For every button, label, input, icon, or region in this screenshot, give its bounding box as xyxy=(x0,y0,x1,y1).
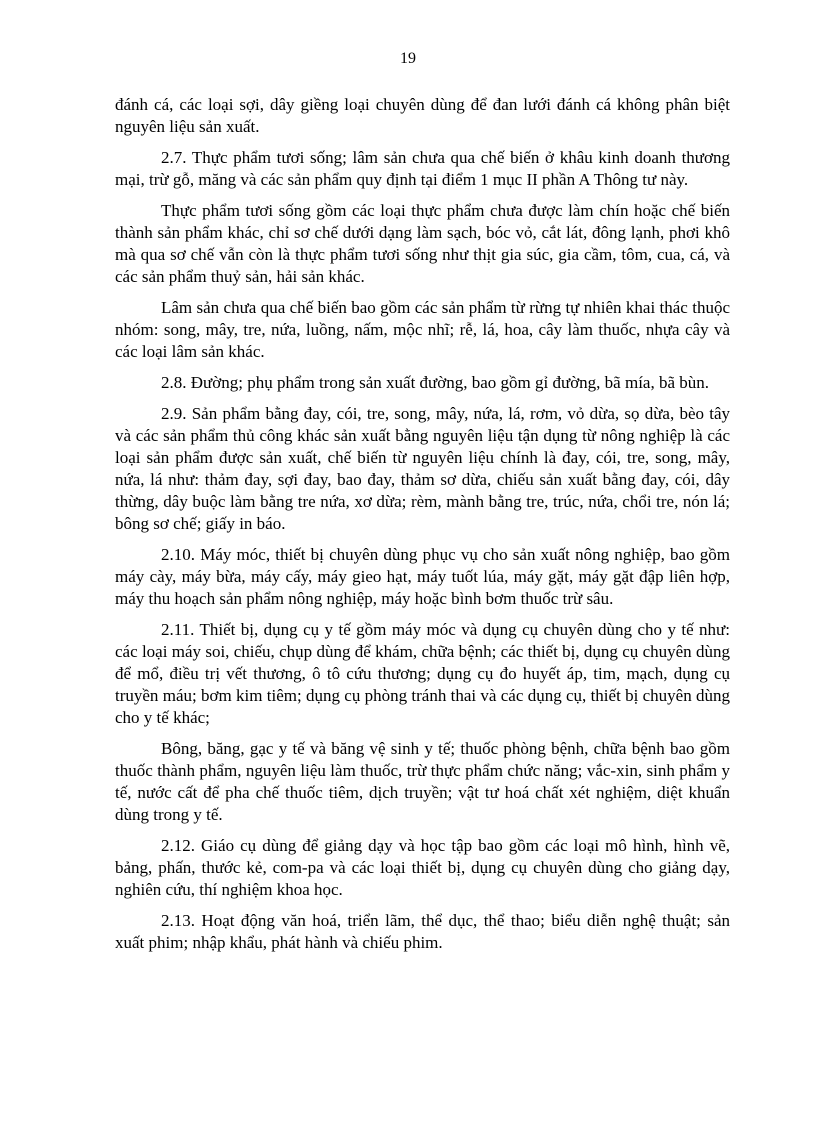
document-body xyxy=(115,94,730,963)
paragraph-2-13: 2.13. Hoạt động văn hoá, triển lãm, thể dục, thể thao; biểu diễn nghệ thuật; sản xuất phim; nhập khẩu, phát hành và chiếu phim. xyxy=(115,911,730,952)
paragraph-2-10: 2.10. Máy móc, thiết bị chuyên dùng phục vụ cho sản xuất nông nghiệp, bao gồm máy cày, máy bừa, máy cấy, máy gieo hạt, máy tuốt lúa, máy gặt, máy gặt đập liên hợp, máy thu hoạch sản phẩm nông nghiệp, máy hoặc bình bơm thuốc trừ sâu. xyxy=(115,545,730,608)
paragraph-2-12: 2.12. Giáo cụ dùng để giảng dạy và học tập bao gồm các loại mô hình, hình vẽ, bảng, phấn, thước kẻ, com-pa và các loại thiết bị, dụng cụ chuyên dùng cho giảng dạy, nghiên cứu, thí nghiệm khoa học. xyxy=(115,836,730,899)
paragraph-2-7: 2.7. Thực phẩm tươi sống; lâm sản chưa qua chế biến ở khâu kinh doanh thương mại, trừ gỗ, măng và các sản phẩm quy định tại điểm 1 mục II phần A Thông tư này. xyxy=(115,148,730,189)
paragraph-continuation: đánh cá, các loại sợi, dây giềng loại chuyên dùng để đan lưới đánh cá không phân biệt nguyên liệu sản xuất. xyxy=(115,95,730,136)
paragraph-2-11: 2.11. Thiết bị, dụng cụ y tế gồm máy móc và dụng cụ chuyên dùng cho y tế như: các loại máy soi, chiếu, chụp dùng để khám, chữa bệnh; các thiết bị, dụng cụ chuyên dùng để mổ, điều trị vết thương, ô tô cứu thương; dụng cụ đo huyết áp, tim, mạch, dụng cụ truyền máu; bơm kim tiêm; dụng cụ phòng tránh thai và các dụng cụ, thiết bị chuyên dùng cho y tế khác; xyxy=(115,620,730,727)
paragraph-forest-products-definition: Lâm sản chưa qua chế biến bao gồm các sản phẩm từ rừng tự nhiên khai thác thuộc nhóm: song, mây, tre, nứa, luồng, nấm, mộc nhĩ; rễ, lá, hoa, cây làm thuốc, nhựa cây và các loại lâm sản khác. xyxy=(115,298,730,361)
paragraph-fresh-food-definition: Thực phẩm tươi sống gồm các loại thực phẩm chưa được làm chín hoặc chế biến thành sản phẩm khác, chỉ sơ chế dưới dạng làm sạch, bóc vỏ, cắt lát, đông lạnh, phơi khô mà qua sơ chế vẫn còn là thực phẩm tươi sống như thịt gia súc, gia cầm, tôm, cua, cá, và các sản phẩm thuỷ sản, hải sản khác. xyxy=(115,201,730,286)
paragraph-medical-supplies: Bông, băng, gạc y tế và băng vệ sinh y tế; thuốc phòng bệnh, chữa bệnh bao gồm thuốc thành phẩm, nguyên liệu làm thuốc, trừ thực phẩm chức năng; vắc-xin, sinh phẩm y tế, nước cất để pha chế thuốc tiêm, dịch truyền; vật tư hoá chất xét nghiệm, diệt khuẩn dùng trong y tế. xyxy=(115,739,730,824)
page-number: 19 xyxy=(400,50,416,67)
paragraph-2-8: 2.8. Đường; phụ phẩm trong sản xuất đường, bao gồm gỉ đường, bã mía, bã bùn. xyxy=(161,373,710,392)
paragraph-2-9: 2.9. Sản phẩm bằng đay, cói, tre, song, mây, nứa, lá, rơm, vỏ dừa, sọ dừa, bèo tây và các sản phẩm thủ công khác sản xuất bằng nguyên liệu tận dụng từ nông nghiệp là các loại sản phẩm được sản xuất, chế biến từ nguyên liệu chính là đay, cói, tre, song, mây, nứa, lá như: thảm đay, sợi đay, bao đay, thảm sơ dừa, chiếu sản xuất bằng đay, cói, dây thừng, dây buộc làm bằng tre nứa, xơ dừa; rèm, mành bằng tre, trúc, nứa, chổi tre, nón lá; bông sơ chế; giấy in báo. xyxy=(115,404,730,533)
